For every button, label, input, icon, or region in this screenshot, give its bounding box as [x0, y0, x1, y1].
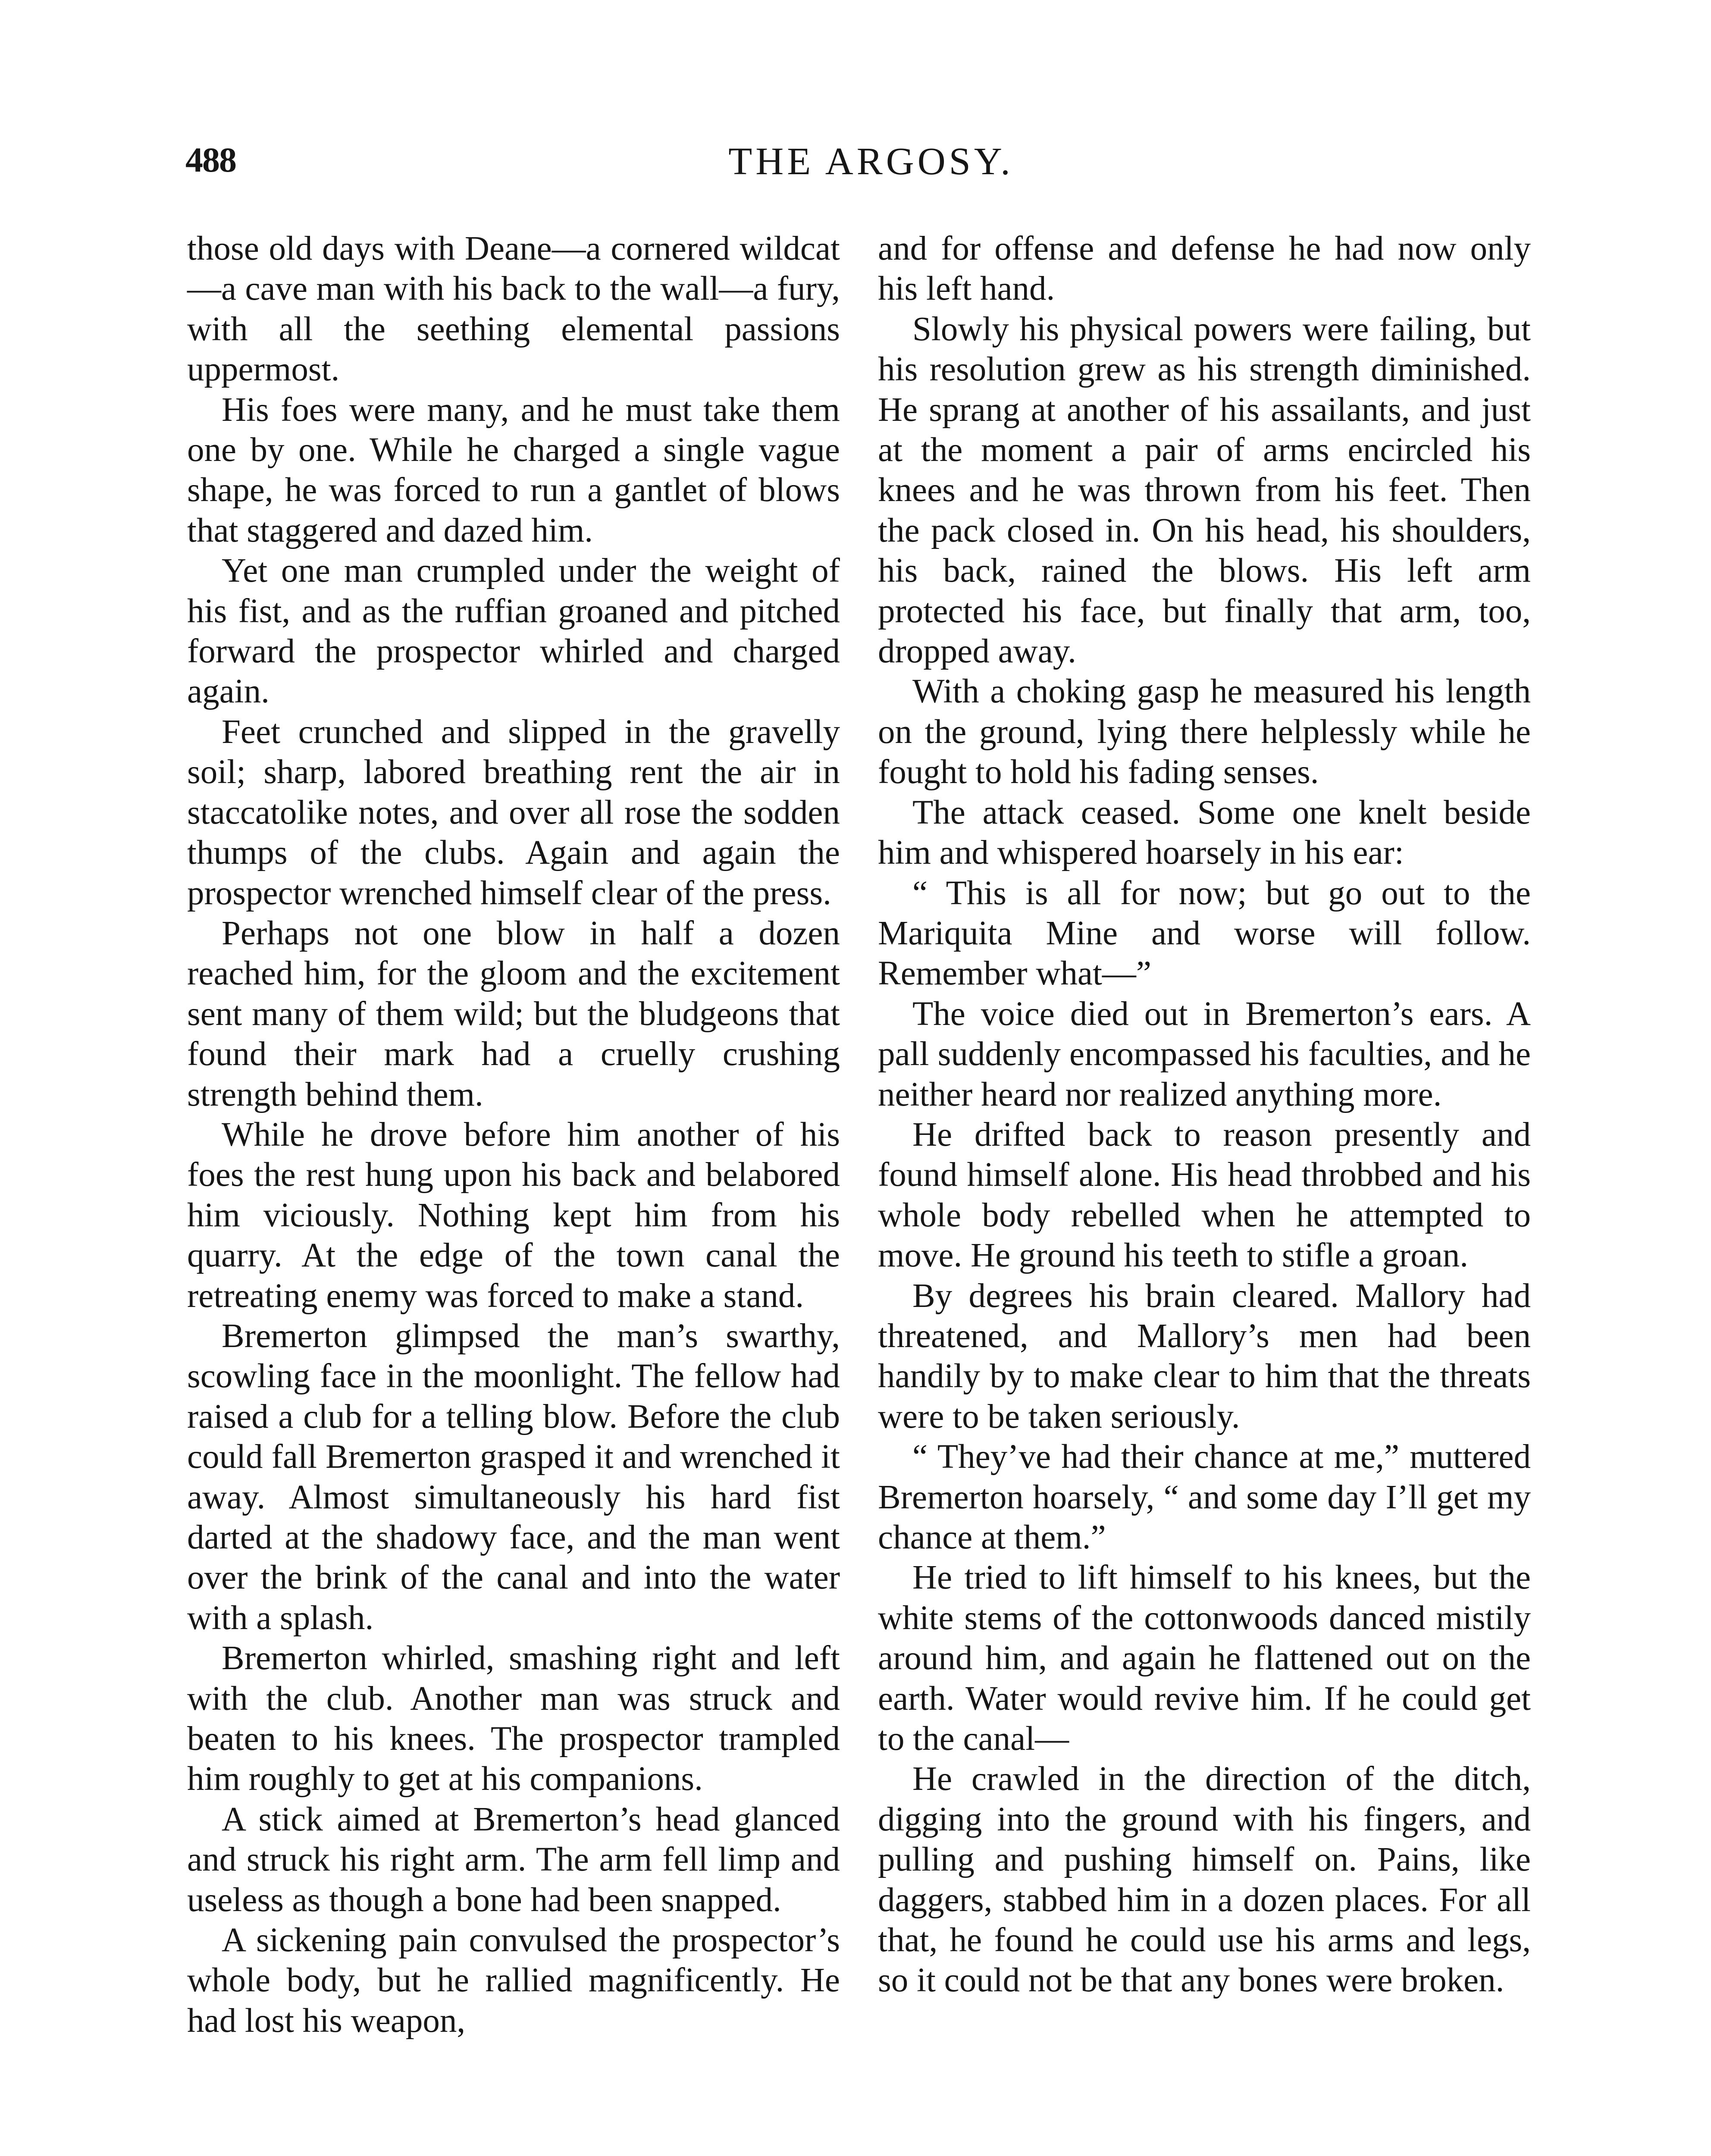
paragraph: A sickening pain convulsed the prospector’s whole body, but he rallied magnificently. He had lost his weapon, [187, 1921, 840, 2040]
page-number: 488 [185, 140, 236, 179]
paragraph: Slowly his physical powers were failing, but his resolution grew as his strength diminished. He sprang at another of his assailants, and just at the moment a pair of arms encircled his knees and he was thrown from his feet. Then the pack closed in. On his head, his shoulders, his back, rained the blows. His left arm protected his face, but finally that arm, too, dropped away. [878, 310, 1531, 671]
paragraph: “ They’ve had their chance at me,” muttered Bremerton hoarsely, “ and some day I’ll get my chance at them.” [878, 1438, 1531, 1556]
running-title: THE ARGOSY. [728, 140, 1014, 183]
paragraph: He tried to lift himself to his knees, but the white stems of the cottonwoods danced mistily around him, and again he flattened out on the earth. Water would revive him. If he could get to the canal— [878, 1559, 1531, 1758]
paragraph: and for offense and defense he had now only his left hand. [878, 230, 1531, 308]
paragraph: those old days with Deane—a cornered wildcat—a cave man with his back to the wall—a fury, with all the seething elemental passions uppermost. [187, 230, 840, 389]
text-column-left [187, 229, 840, 2041]
paragraph: The voice died out in Bremerton’s ears. A pall suddenly encompassed his faculties, and he neither heard nor realized anything more. [878, 995, 1531, 1113]
text-column-right [878, 229, 1531, 2001]
paragraph: Feet crunched and slipped in the gravelly soil; sharp, labored breathing rent the air in staccatolike notes, and over all rose the sodden thumps of the clubs. Again and again the prospector wrenched himself clear of the press. [187, 713, 840, 912]
paragraph: “ This is all for now; but go out to the Mariquita Mine and worse will follow. Remember what—” [878, 874, 1531, 993]
paragraph: The attack ceased. Some one knelt beside him and whispered hoarsely in his ear: [878, 793, 1531, 872]
paragraph: Bremerton whirled, smashing right and left with the club. Another man was struck and beaten to his knees. The prospector trampled him roughly to get at his companions. [187, 1639, 840, 1798]
paragraph: With a choking gasp he measured his length on the ground, lying there helplessly while he fought to hold his fading senses. [878, 673, 1531, 791]
paragraph: Perhaps not one blow in half a dozen reached him, for the gloom and the excitement sent many of them wild; but the bludgeons that found their mark had a cruelly crushing strength behind them. [187, 914, 840, 1113]
paragraph: He crawled in the direction of the ditch, digging into the ground with his fingers, and pulling and pushing himself on. Pains, like daggers, stabbed him in a dozen places. For all that, he found he could use his arms and legs, so it could not be that any bones were broken. [878, 1760, 1531, 1999]
paragraph: Bremerton glimpsed the man’s swarthy, scowling face in the moonlight. The fellow had raised a club for a telling blow. Before the club could fall Bremerton grasped it and wrenched it away. Almost simultaneously his hard fist darted at the shadowy face, and the man went over the brink of the canal and into the water with a splash. [187, 1317, 840, 1637]
paragraph: While he drove before him another of his foes the rest hung upon his back and belabored him viciously. Nothing kept him from his quarry. At the edge of the town canal the retreating enemy was forced to make a stand. [187, 1116, 840, 1315]
paragraph: He drifted back to reason presently and found himself alone. His head throbbed and his whole body rebelled when he attempted to move. He ground his teeth to stifle a groan. [878, 1116, 1531, 1275]
paragraph: His foes were many, and he must take them one by one. While he charged a single vague shape, he was forced to run a gantlet of blows that staggered and dazed him. [187, 391, 840, 549]
paragraph: A stick aimed at Bremerton’s head glanced and struck his right arm. The arm fell limp and useless as though a bone had been snapped. [187, 1800, 840, 1919]
paragraph: By degrees his brain cleared. Mallory had threatened, and Mallory’s men had been handily by to make clear to him that the threats were to be taken seriously. [878, 1277, 1531, 1435]
paragraph: Yet one man crumpled under the weight of his fist, and as the ruffian groaned and pitched forward the prospector whirled and charged again. [187, 552, 840, 711]
